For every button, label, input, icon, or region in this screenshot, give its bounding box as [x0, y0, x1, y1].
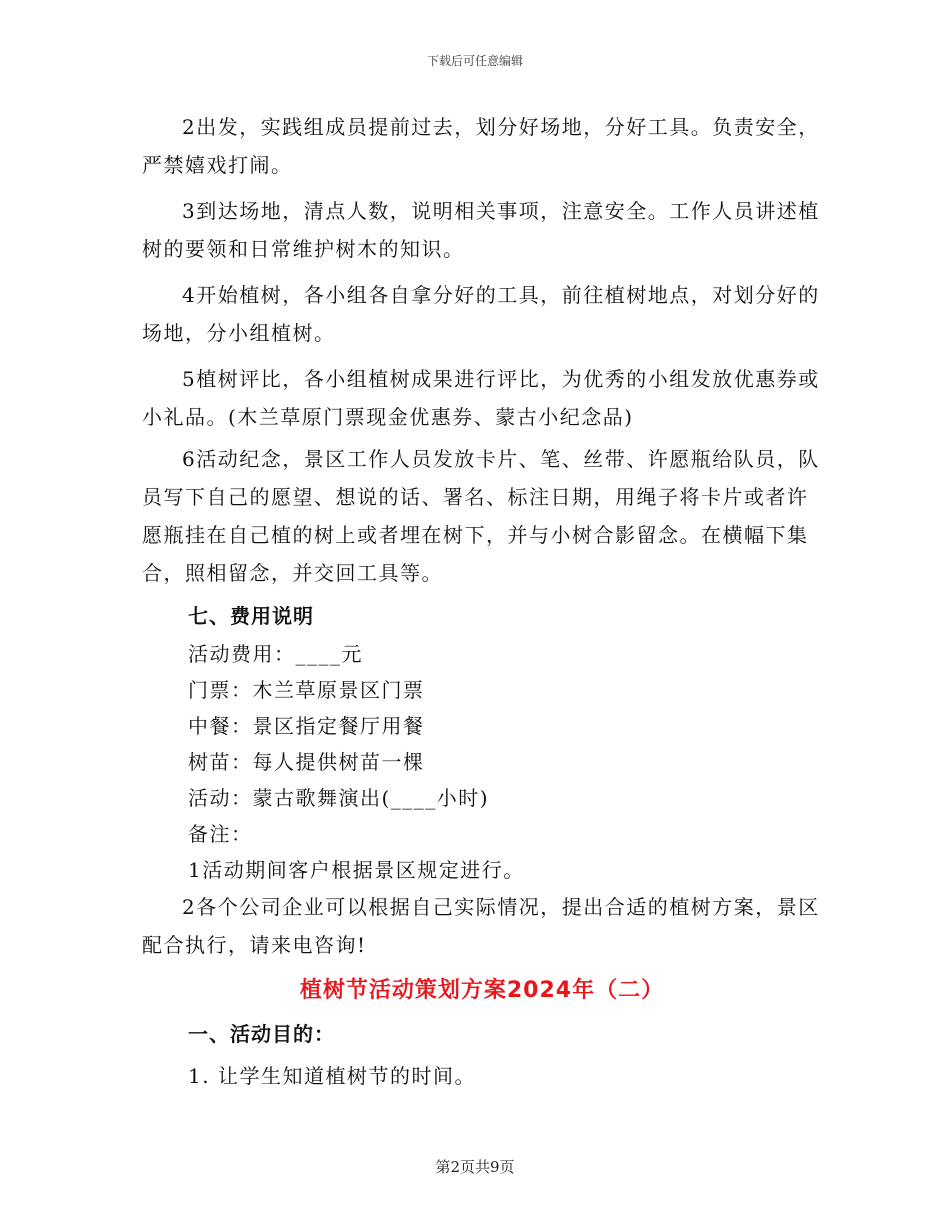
- page-footer: 第2页共9页: [435, 1158, 515, 1176]
- goal-section-heading: 一、活动目的：: [188, 1022, 335, 1046]
- step-4-paragraph: 4开始植树，各小组各自拿分好的工具，前往植树地点，对划分好的场地，分小组植树。: [142, 283, 820, 345]
- goal-item-1: 1. 让学生知道植树节的时间。: [188, 1064, 476, 1088]
- document-body: [142, 108, 822, 1094]
- fee-line: 1活动期间客户根据景区规定进行。: [188, 858, 525, 882]
- step-3-paragraph: 3到达场地，清点人数，说明相关事项，注意安全。工作人员讲述植树的要领和日常维护树木的知识。: [142, 199, 820, 261]
- fee-line: 树苗：每人提供树苗一棵: [188, 750, 425, 774]
- step-6-paragraph: 6活动纪念，景区工作人员发放卡片、笔、丝带、许愿瓶给队员，队员写下自己的愿望、想说的话、署名、标注日期，用绳子将卡片或者许愿瓶挂在自己植的树上或者埋在树下，并与小树合影留念。在横幅下集合，照相留念，并交回工具等。: [142, 447, 820, 585]
- step-5-paragraph: 5植树评比，各小组植树成果进行评比，为优秀的小组发放优惠券或小礼品。(木兰草原门票现金优惠券、蒙古小纪念品): [142, 367, 820, 429]
- fee-line: 备注：: [188, 822, 253, 846]
- fee-line: 活动：蒙古歌舞演出(____小时): [188, 786, 490, 810]
- fee-section-heading: 七、费用说明: [188, 604, 314, 628]
- fee-line: 门票：木兰草原景区门票: [188, 678, 425, 702]
- page-header: 下载后可任意编辑: [426, 54, 523, 68]
- fee-note-2: 2各个公司企业可以根据自己实际情况，提出合适的植树方案，景区配合执行，请来电咨询!: [142, 895, 820, 957]
- document-title: 植树节活动策划方案2024年（二）: [299, 978, 665, 1003]
- fee-line: 活动费用：____元: [188, 642, 363, 666]
- step-2-paragraph: 2出发，实践组成员提前过去，划分好场地，分好工具。负责安全，严禁嬉戏打闹。: [142, 115, 820, 177]
- fee-line: 中餐：景区指定餐厅用餐: [188, 714, 425, 738]
